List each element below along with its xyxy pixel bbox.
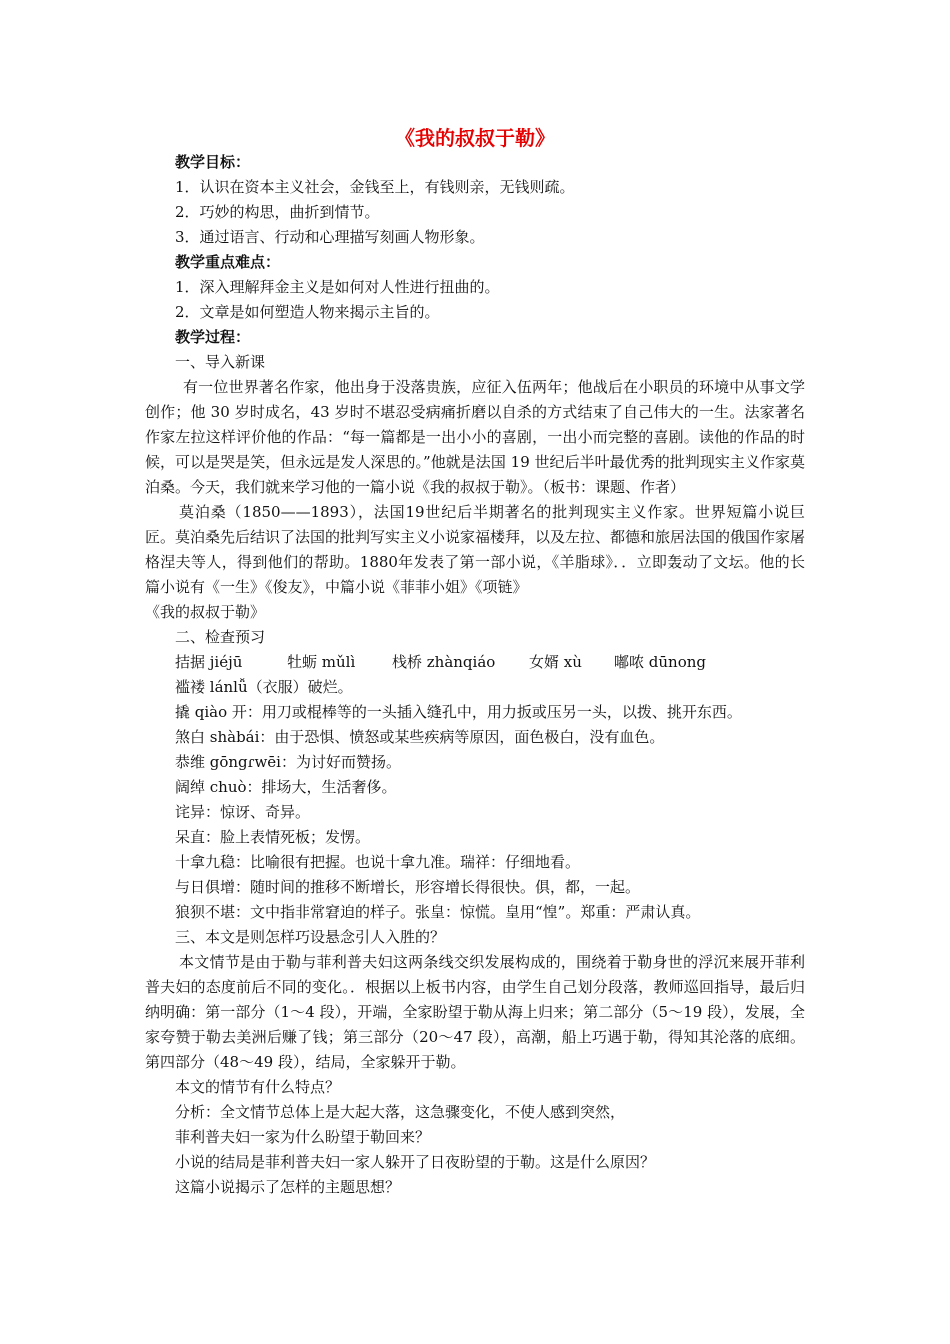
key-point-item: 1．深入理解拜金主义是如何对人性进行扭曲的。 xyxy=(175,278,500,296)
pinyin-item: 嘟哝 dūnong xyxy=(614,653,706,671)
process-heading: 教学过程： xyxy=(175,328,251,346)
section-heading: 三、本文是则怎样巧设悬念引人入胜的？ xyxy=(175,928,446,946)
vocab-item: 煞白 shàbái：由于恐惧、愤怒或某些疾病等原因，面色极白，没有血色。 xyxy=(175,728,665,746)
goal-item: 1．认识在资本主义社会，金钱至上，有钱则亲，无钱则疏。 xyxy=(175,178,575,196)
goals-heading: 教学目标： xyxy=(175,153,251,171)
pinyin-item: 栈桥 zhànqiáo xyxy=(392,653,496,671)
question-item: 分析：全文情节总体上是大起大落，这急骤变化，不使人感到突然， xyxy=(175,1103,626,1121)
intro-paragraph: 有一位世界著名作家，他出身于没落贵族，应征入伍两年；他战后在小职员的环境中从事文学创作；他 30 岁时成名，43 岁时不堪忍受病痛折磨以自杀的方式结束了自己伟大的一生。法家著名作家左拉这样评价他的作品：“每一篇都是一出小小的喜剧，一出小而完整的喜剧。读他的作品的时候，可以是哭是笑，但永远是发人深思的。”他就是法国 19 世纪后半叶最优秀的批判现实主义作家莫泊桑。今天，我们就来学习他的一篇小说《我的叔叔于勒》。（板书：课题、作者） xyxy=(145,378,805,496)
vocab-item: 十拿九稳：比喻很有把握。也说十拿九准。瑞祥：仔细地看。 xyxy=(175,853,581,871)
question-item: 本文的情节有什么特点？ xyxy=(175,1078,341,1096)
document-title: 《我的叔叔于勒》 xyxy=(395,126,555,150)
key-points-heading: 教学重点难点： xyxy=(175,253,281,271)
author-paragraph-tail: 《我的叔叔于勒》 xyxy=(145,603,266,621)
pinyin-item: 牡蛎 mǔlì xyxy=(287,653,356,671)
question-item: 小说的结局是菲利普夫妇一家人躲开了日夜盼望的于勒。这是什么原因？ xyxy=(175,1153,656,1171)
author-paragraph: 莫泊桑（1850——1893），法国19世纪后半期著名的批判现实主义作家。世界短篇小说巨匠。莫泊桑先后结识了法国的批判写实主义小说家福楼拜，以及左拉、都德和旅居法国的俄国作家屠格涅夫等人，得到他们的帮助。1880年发表了第一部小说，《羊脂球》．．立即轰动了文坛。他的长篇小说有《一生》《俊友》，中篇小说《菲菲小姐》《项链》 xyxy=(145,503,806,596)
vocab-item: 恭维 gōngɾwēi：为讨好而赞扬。 xyxy=(175,753,401,771)
question-item: 菲利普夫妇一家为什么盼望于勒回来？ xyxy=(175,1128,431,1146)
vocab-item: 与日俱增：随时间的推移不断增长，形容增长得很快。俱，都，一起。 xyxy=(175,878,641,896)
vocab-item: 阔绰 chuò：排场大，生活奢侈。 xyxy=(175,778,397,796)
plot-paragraph: 本文情节是由于勒与菲利普夫妇这两条线交织发展构成的，围绕着于勒身世的浮沉来展开菲利普夫妇的态度前后不同的变化。．根据以上板书内容，由学生自己划分段落，教师巡回指导，最后归纳明确：第一部分（1～4 段），开端，全家盼望于勒从海上归来；第二部分（5～19 段），发展，全家夸赞于勒去美洲后赚了钱；第三部分（20～47 段），高潮，船上巧遇于勒，得知其沦落的底细。第四部分（48～49 段），结局，全家躲开于勒。 xyxy=(145,953,805,1071)
vocab-item: 褴褛 lánlǚ（衣服）破烂。 xyxy=(175,678,353,696)
goal-item: 3．通过语言、行动和心理描写刻画人物形象。 xyxy=(175,228,485,246)
section-heading: 二、检查预习 xyxy=(175,628,266,646)
vocab-item: 狼狈不堪：文中指非常窘迫的样子。张皇：惊慌。皇用“惶”。郑重：严肃认真。 xyxy=(175,903,701,921)
vocab-item: 撬 qiào 开：用刀或棍棒等的一头插入缝孔中，用力扳或压另一头，以拨、挑开东西。 xyxy=(175,703,742,721)
goal-item: 2．巧妙的构思，曲折到情节。 xyxy=(175,203,380,221)
vocab-item: 呆直：脸上表情死板；发愣。 xyxy=(175,828,371,846)
pinyin-item: 拮据 jiéjū xyxy=(175,653,243,671)
section-heading: 一、导入新课 xyxy=(175,353,266,371)
pinyin-list xyxy=(145,650,805,675)
pinyin-item: 女婿 xù xyxy=(529,653,582,671)
document-body xyxy=(145,150,805,1200)
question-item: 这篇小说揭示了怎样的主题思想？ xyxy=(175,1178,401,1196)
key-point-item: 2．文章是如何塑造人物来揭示主旨的。 xyxy=(175,303,440,321)
vocab-item: 诧异：惊讶、奇异。 xyxy=(175,803,311,821)
